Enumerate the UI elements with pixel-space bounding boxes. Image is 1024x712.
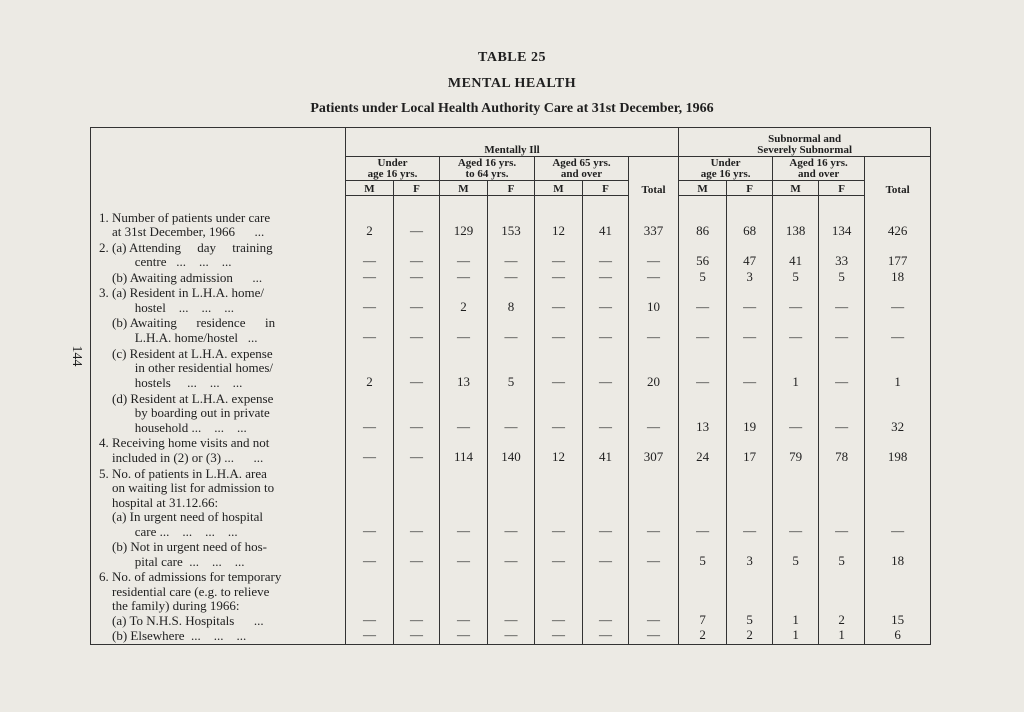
f-header: F	[819, 181, 865, 196]
table-cell: —	[394, 240, 440, 270]
table-row	[91, 240, 931, 270]
table-cell: 13	[679, 390, 727, 435]
table-cell: 3	[727, 270, 773, 286]
table-caption: Patients under Local Health Authority Care at 31st December, 1966	[310, 101, 714, 116]
table-cell: —	[346, 539, 394, 569]
table-cell: —	[535, 390, 583, 435]
table-row	[91, 390, 931, 435]
table-cell: —	[583, 390, 629, 435]
m-header: M	[535, 181, 583, 196]
table-row	[91, 465, 931, 539]
table-cell: 129	[440, 196, 488, 240]
table-cell: —	[583, 240, 629, 270]
table-cell: 24	[679, 435, 727, 465]
table-row	[91, 270, 931, 286]
table-cell: 1	[819, 628, 865, 644]
table-cell: 1	[865, 345, 931, 390]
table-cell: —	[346, 435, 394, 465]
table-cell: —	[394, 539, 440, 569]
table-cell: —	[583, 345, 629, 390]
table-cell: 5	[679, 539, 727, 569]
table-cell: —	[488, 315, 535, 345]
table-cell: 1	[773, 569, 819, 628]
table-cell: —	[535, 345, 583, 390]
table-cell: —	[488, 390, 535, 435]
table-row	[91, 315, 931, 345]
table-cell: —	[488, 539, 535, 569]
table-cell: 41	[583, 435, 629, 465]
row-label: (c) Resident at L.H.A. expense in other residential homes/ hostels ... ... ...	[91, 345, 346, 390]
table-row	[91, 345, 931, 390]
table-cell: —	[535, 628, 583, 644]
table-cell: 5	[679, 270, 727, 286]
table-cell: —	[394, 569, 440, 628]
table-cell: —	[727, 315, 773, 345]
table-cell: 5	[819, 270, 865, 286]
table-cell: 41	[773, 240, 819, 270]
table-cell: —	[583, 315, 629, 345]
table-cell: —	[865, 285, 931, 315]
table-cell: 2	[440, 285, 488, 315]
table-cell: —	[394, 270, 440, 286]
table-cell: —	[865, 315, 931, 345]
table-cell: 1	[773, 345, 819, 390]
under16-sub-header: Under age 16 yrs.	[679, 157, 773, 181]
table-cell: 2	[819, 569, 865, 628]
table-cell: 2	[727, 628, 773, 644]
table-cell: 15	[865, 569, 931, 628]
table-cell: —	[346, 285, 394, 315]
table-cell: 33	[819, 240, 865, 270]
table-cell: 2	[346, 345, 394, 390]
table-cell: 10	[629, 285, 679, 315]
subnormal-header: Subnormal and Severely Subnormal	[679, 128, 931, 157]
table-cell: —	[394, 435, 440, 465]
table-cell: 6	[865, 628, 931, 644]
table-cell: —	[394, 196, 440, 240]
aged16-over-header: Aged 16 yrs. and over	[773, 157, 865, 181]
table-cell: —	[819, 390, 865, 435]
table-cell: 32	[865, 390, 931, 435]
table-cell: —	[488, 628, 535, 644]
table-cell: —	[440, 465, 488, 539]
table-cell: —	[346, 628, 394, 644]
table-cell: —	[773, 285, 819, 315]
table-cell: 5	[773, 270, 819, 286]
table-cell: —	[629, 539, 679, 569]
row-label: 3. (a) Resident in L.H.A. home/ hostel ... ... ...	[91, 285, 346, 315]
table-cell: —	[629, 390, 679, 435]
table-row	[91, 435, 931, 465]
table-cell: 114	[440, 435, 488, 465]
table-cell: —	[440, 539, 488, 569]
table-cell: —	[819, 345, 865, 390]
table-cell: 12	[535, 435, 583, 465]
table-cell: —	[535, 315, 583, 345]
table-cell: —	[773, 390, 819, 435]
table-cell: 13	[440, 345, 488, 390]
table-cell: 78	[819, 435, 865, 465]
table-cell: —	[440, 240, 488, 270]
aged65-header: Aged 65 yrs. and over	[535, 157, 629, 181]
table-cell: 47	[727, 240, 773, 270]
table-cell: —	[629, 270, 679, 286]
table-cell: —	[773, 315, 819, 345]
row-label: 2. (a) Attending day training centre ... ... ...	[91, 240, 346, 270]
table-cell: —	[535, 539, 583, 569]
table-cell: 18	[865, 270, 931, 286]
table-title: MENTAL HEALTH	[447, 76, 577, 91]
table-cell: —	[440, 270, 488, 286]
table-cell: 2	[346, 196, 394, 240]
table-cell: 86	[679, 196, 727, 240]
table-cell: —	[346, 465, 394, 539]
table-cell: —	[629, 628, 679, 644]
row-label: (b) Not in urgent need of hos- pital care ... ... ...	[91, 539, 346, 569]
table-cell: 18	[865, 539, 931, 569]
table-cell: —	[394, 345, 440, 390]
table-cell: 140	[488, 435, 535, 465]
table-cell: —	[535, 465, 583, 539]
table-cell: 153	[488, 196, 535, 240]
table-cell: —	[629, 465, 679, 539]
table-cell: 19	[727, 390, 773, 435]
table-cell: 56	[679, 240, 727, 270]
f-header: F	[583, 181, 629, 196]
table-cell: —	[727, 285, 773, 315]
table-number: TABLE 25	[478, 50, 546, 65]
table-cell: —	[440, 569, 488, 628]
table-cell: 41	[583, 196, 629, 240]
table-cell: —	[394, 628, 440, 644]
table-cell: —	[773, 465, 819, 539]
f-header: F	[727, 181, 773, 196]
m-header: M	[346, 181, 394, 196]
table-cell: 17	[727, 435, 773, 465]
page-number: 144	[69, 345, 84, 367]
row-label: (b) Elsewhere ... ... ...	[91, 628, 346, 644]
table-cell: 5	[819, 539, 865, 569]
table-cell: —	[346, 390, 394, 435]
table-cell: —	[629, 315, 679, 345]
table-row	[91, 569, 931, 628]
row-label: 4. Receiving home visits and not included in (2) or (3) ... ...	[91, 435, 346, 465]
table-cell: —	[346, 240, 394, 270]
f-header: F	[488, 181, 535, 196]
m-header: M	[773, 181, 819, 196]
table-cell: 138	[773, 196, 819, 240]
table-cell: —	[583, 465, 629, 539]
row-label: 1. Number of patients under care at 31st December, 1966 ...	[91, 196, 346, 240]
table-cell: 134	[819, 196, 865, 240]
table-cell: 307	[629, 435, 679, 465]
table-cell: —	[535, 240, 583, 270]
table-cell: —	[346, 569, 394, 628]
table-cell: —	[394, 390, 440, 435]
table-cell: —	[679, 285, 727, 315]
table-cell: —	[488, 465, 535, 539]
table-cell: —	[583, 628, 629, 644]
mental-health-table	[90, 127, 931, 645]
total-mi-header: Total	[629, 157, 679, 196]
table-cell: —	[629, 240, 679, 270]
table-cell: 2	[679, 628, 727, 644]
aged16-64-header: Aged 16 yrs. to 64 yrs.	[440, 157, 535, 181]
row-label: (b) Awaiting residence in L.H.A. home/hostel ...	[91, 315, 346, 345]
table-cell: 177	[865, 240, 931, 270]
table-cell: —	[819, 285, 865, 315]
table-cell: —	[819, 315, 865, 345]
table-row	[91, 628, 931, 644]
table-cell: —	[346, 315, 394, 345]
table-row	[91, 285, 931, 315]
f-header: F	[394, 181, 440, 196]
table-cell: —	[440, 628, 488, 644]
table-cell: —	[583, 270, 629, 286]
table-row	[91, 539, 931, 569]
table-cell: 426	[865, 196, 931, 240]
under16-mi-header: Under age 16 yrs.	[346, 157, 440, 181]
table-cell: —	[535, 569, 583, 628]
table-cell: 1	[773, 628, 819, 644]
table-cell: 198	[865, 435, 931, 465]
row-label: 5. No. of patients in L.H.A. area on waiting list for admission to hospital at 31.12.66: (a) In urgent need of hospital care ... ... ... ...	[91, 465, 346, 539]
total-sub-header: Total	[865, 157, 931, 196]
m-header: M	[679, 181, 727, 196]
table-cell: 79	[773, 435, 819, 465]
table-cell: 337	[629, 196, 679, 240]
table-cell: —	[583, 285, 629, 315]
table-cell: 3	[727, 539, 773, 569]
table-cell: —	[440, 390, 488, 435]
table-cell: —	[865, 465, 931, 539]
table-cell: —	[629, 569, 679, 628]
row-label: (d) Resident at L.H.A. expense by boarding out in private household ... ... ...	[91, 390, 346, 435]
table-cell: —	[394, 285, 440, 315]
row-label: (b) Awaiting admission ...	[91, 270, 346, 286]
m-header: M	[440, 181, 488, 196]
table-cell: —	[440, 315, 488, 345]
table-row	[91, 196, 931, 240]
table-cell: —	[394, 315, 440, 345]
table-cell: —	[583, 569, 629, 628]
table-cell: —	[727, 465, 773, 539]
table-cell: 20	[629, 345, 679, 390]
table-cell: —	[727, 345, 773, 390]
table-cell: 8	[488, 285, 535, 315]
table-cell: —	[535, 270, 583, 286]
table-cell: —	[488, 270, 535, 286]
table-cell: 5	[488, 345, 535, 390]
stub-header	[91, 128, 346, 196]
table-cell: —	[819, 465, 865, 539]
table-body	[91, 196, 931, 645]
table-cell: —	[488, 240, 535, 270]
table-cell: 68	[727, 196, 773, 240]
table-cell: —	[394, 465, 440, 539]
table-cell: 5	[773, 539, 819, 569]
row-label: 6. No. of admissions for temporary residential care (e.g. to relieve the family) during 1966: (a) To N.H.S. Hospitals ...	[91, 569, 346, 628]
table-cell: 7	[679, 569, 727, 628]
table-cell: —	[583, 539, 629, 569]
table-cell: —	[679, 465, 727, 539]
table-cell: —	[679, 345, 727, 390]
table-cell: 5	[727, 569, 773, 628]
table-cell: —	[346, 270, 394, 286]
table-cell: —	[535, 285, 583, 315]
table-cell: —	[679, 315, 727, 345]
mentally-ill-header: Mentally Ill	[346, 128, 679, 157]
table-cell: —	[488, 569, 535, 628]
table-cell: 12	[535, 196, 583, 240]
